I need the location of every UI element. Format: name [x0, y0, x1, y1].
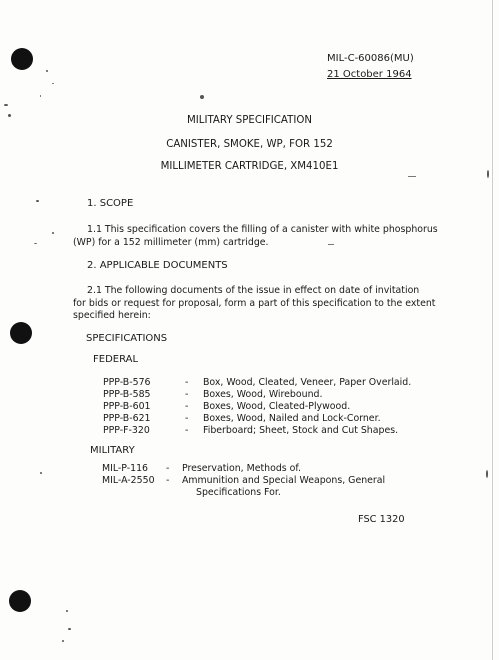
scan-speck	[68, 628, 71, 630]
military-heading: MILITARY	[90, 445, 135, 456]
scan-speck	[52, 83, 54, 84]
section-1-heading: 1. SCOPE	[87, 198, 134, 209]
federal-spec-row	[103, 414, 381, 423]
spec-dash: -	[185, 389, 189, 400]
spec-dash: -	[185, 377, 189, 388]
spec-code: PPP-B-576	[103, 377, 151, 388]
spec-code: PPP-F-320	[103, 425, 150, 436]
scan-speck	[52, 232, 54, 234]
military-spec-row	[102, 464, 301, 473]
scan-speck	[36, 200, 39, 202]
spec-dash: -	[185, 413, 189, 424]
federal-spec-row	[103, 402, 350, 411]
specifications-heading: SPECIFICATIONS	[86, 333, 168, 344]
spec-code: PPP-B-601	[103, 401, 151, 412]
federal-heading: FEDERAL	[93, 354, 139, 365]
spec-dash: -	[166, 463, 170, 474]
paragraph-line: (WP) for a 152 millimeter (mm) cartridge.	[73, 236, 269, 248]
spec-title-line-1: MILITARY SPECIFICATION	[187, 115, 312, 126]
spec-dash: -	[185, 425, 189, 436]
spec-title: Ammunition and Special Weapons, General	[182, 475, 386, 486]
paragraph-line: 2.1 The following documents of the issue in effect on date of invitation	[87, 285, 420, 296]
spec-code: MIL-P-116	[102, 463, 149, 474]
scan-speck	[486, 470, 488, 478]
federal-spec-row	[103, 426, 398, 435]
federal-spec-row	[103, 378, 411, 387]
scan-speck	[34, 243, 37, 244]
paragraph-line: for bids or request for proposal, form a part of this specification to the extent	[73, 297, 436, 309]
punch-hole-top	[11, 48, 33, 70]
punch-hole-middle	[10, 322, 32, 344]
spec-dash: -	[185, 401, 189, 412]
military-spec-continuation: Specifications For.	[196, 487, 281, 498]
scan-speck	[40, 472, 42, 474]
spec-title: Box, Wood, Cleated, Veneer, Paper Overlaid.	[203, 377, 412, 388]
scan-mark	[408, 176, 416, 177]
section-2-paragraph	[73, 285, 473, 323]
spec-title: Boxes, Wood, Wirebound.	[203, 389, 323, 400]
scan-speck	[40, 95, 41, 97]
spec-title: Fiberboard; Sheet, Stock and Cut Shapes.	[203, 425, 399, 436]
punch-hole-bottom	[9, 590, 31, 612]
fsc-code: FSC 1320	[358, 514, 405, 525]
spec-title: Preservation, Methods of.	[182, 463, 301, 474]
spec-title: Boxes, Wood, Nailed and Lock-Corner.	[203, 413, 381, 424]
spec-title-line-2: CANISTER, SMOKE, WP, FOR 152	[166, 139, 333, 150]
federal-spec-row	[103, 390, 322, 399]
section-1-paragraph	[73, 224, 473, 249]
scan-edge-line	[492, 0, 493, 660]
military-spec-row	[102, 476, 385, 485]
paragraph-line: 1.1 This specification covers the filling of a canister with white phosphorus	[87, 224, 438, 235]
spec-title: Boxes, Wood, Cleated-Plywood.	[203, 401, 351, 412]
section-2-heading: 2. APPLICABLE DOCUMENTS	[87, 260, 228, 271]
spec-code: MIL-A-2550	[102, 475, 155, 486]
scan-speck	[46, 70, 48, 72]
spec-code: PPP-B-621	[103, 413, 151, 424]
paragraph-line: specified herein:	[73, 310, 151, 322]
scan-speck	[4, 104, 8, 106]
document-date: 21 October 1964	[327, 69, 412, 80]
scan-speck	[66, 610, 68, 612]
spec-dash: -	[166, 475, 170, 486]
spec-title-line-3: MILLIMETER CARTRIDGE, XM410E1	[160, 161, 339, 172]
spec-code: PPP-B-585	[103, 389, 151, 400]
scan-speck	[200, 95, 204, 99]
scan-speck	[62, 640, 64, 642]
document-number: MIL-C-60086(MU)	[327, 53, 414, 64]
